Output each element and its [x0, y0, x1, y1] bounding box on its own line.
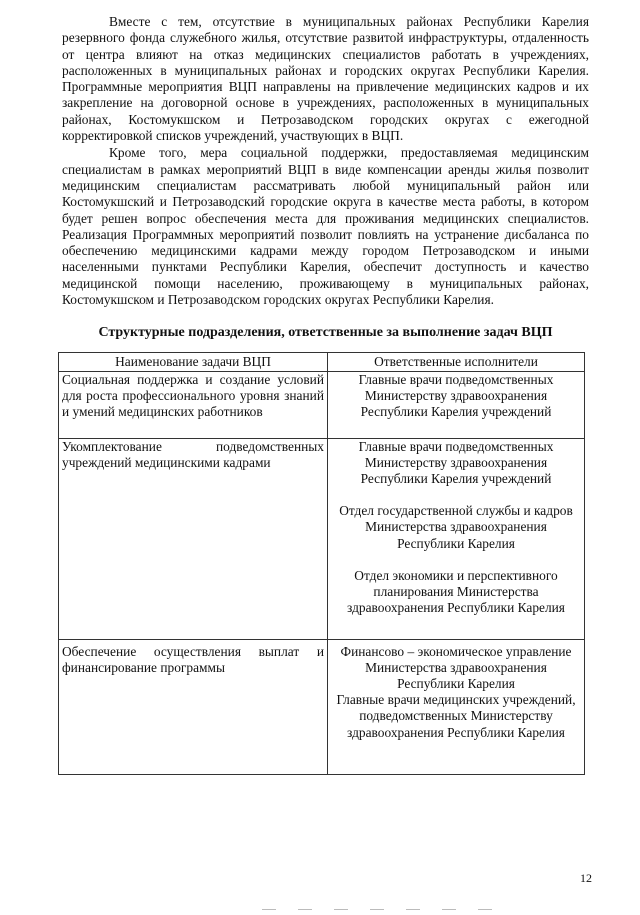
responsible-cell	[328, 438, 585, 639]
header-task: Наименование задачи ВЦП	[59, 353, 328, 371]
responsible-entry: Отдел государственной службы и кадров Министерства здравоохранения Республики Карелия	[339, 503, 573, 551]
responsibility-table	[58, 352, 585, 774]
responsible-cell	[328, 639, 585, 774]
task-cell: Социальная поддержка и создание условий для роста профессионального уровня знаний и умений медицинских работников	[59, 371, 328, 438]
table-header-row	[59, 353, 585, 371]
table-row	[59, 438, 585, 639]
page-number: 12	[580, 871, 592, 885]
responsible-cell	[328, 371, 585, 438]
paragraph-1: Вместе с тем, отсутствие в муниципальных районах Республики Карелия резервного фонда служебного жилья, отсутствие развитой инфраструктуры, отдаленность от центра влияют на отказ медицинских специалистов работать в учреждениях, расположенных в муниципальных районах и городских округах Республики Карелия. Программные мероприятия ВЦП направлены на привлечение медицинских кадров и их закрепление на договорной основе в учреждениях, расположенных в муниципальных районах, Костомукшском и Петрозаводском городских округах с ежегодной корректировкой списков учреждений, участвующих в ВЦП.	[62, 14, 589, 144]
responsible-entry: Главные врачи медицинских учреждений, подведомственных Министерству здравоохранения Республики Карелия	[336, 692, 576, 740]
paragraph-2: Кроме того, мера социальной поддержки, предоставляемая медицинским специалистам в рамках мероприятий ВЦП в виде компенсации аренды жилья позволит медицинским специалистам рассматривать любой муниципальный район или Костомукшский и Петрозаводский городские округа в качестве места работы, в котором будет решен вопрос обеспечения места для проживания медицинских специалистов. Реализация Программных мероприятий позволит повлиять на устранение дисбаланса по обеспечению медицинскими кадрами между городом Петрозаводском и иными населенными пунктами Республики Карелия, обеспечит доступность и качество медицинской помощи населению, проживающему в муниципальных районах, Костомукшском и Петрозаводском городских округах Республики Карелия.	[62, 145, 589, 308]
table-row	[59, 371, 585, 438]
responsible-entry: Отдел экономики и перспективного планирования Министерства здравоохранения Республики Карелия	[347, 567, 565, 616]
responsible-entry: Финансово – экономическое управление Министерства здравоохранения Республики Карелия	[340, 643, 572, 691]
table-row	[59, 639, 585, 774]
task-cell: Укомплектование подведомственных учреждений медицинскими кадрами	[59, 438, 328, 639]
document-page	[62, 14, 589, 775]
table-heading: Структурные подразделения, ответственные за выполнение задач ВЦП	[98, 325, 553, 341]
responsible-entry: Главные врачи подведомственных Министерству здравоохранения Республики Карелия учреждений	[358, 438, 554, 486]
header-responsible: Ответственные исполнители	[328, 353, 585, 371]
scan-edge-marks	[262, 897, 562, 901]
task-cell: Обеспечение осуществления выплат и финансирование программы	[59, 639, 328, 774]
responsible-entry: Главные врачи подведомственных Министерству здравоохранения Республики Карелия учреждений	[358, 371, 554, 419]
